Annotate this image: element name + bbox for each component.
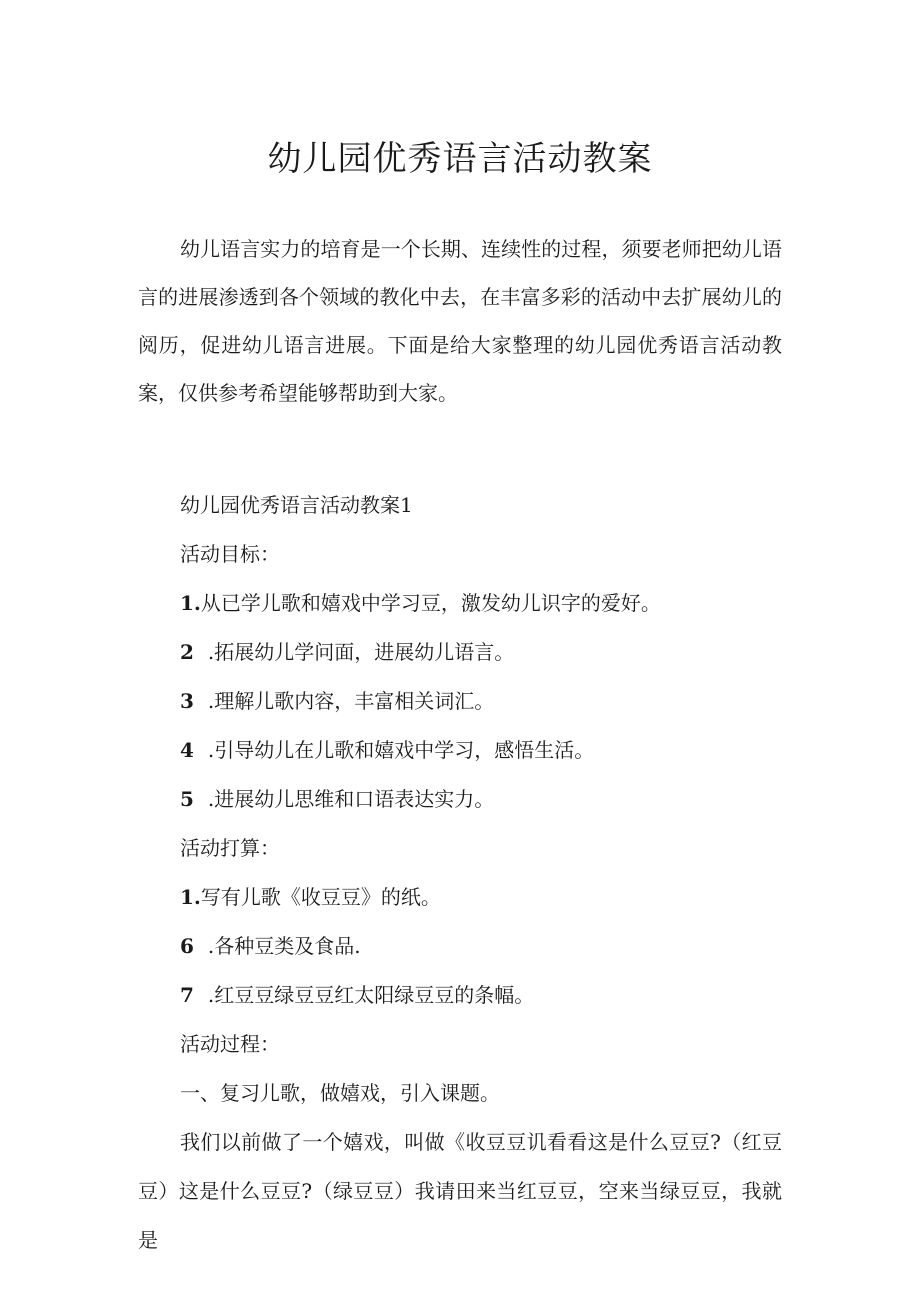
prep-text: .红豆豆绿豆豆红太阳绿豆豆的条幅。 — [207, 983, 535, 1007]
goal-number: 3 — [180, 689, 194, 713]
section-heading-text: 幼儿园优秀语言活动教案1 — [180, 493, 413, 517]
goal-item — [138, 775, 782, 824]
prep-text: .各种豆类及食品. — [207, 934, 361, 958]
goal-number: 2 — [180, 640, 194, 664]
goal-text: .引导幼儿在儿歌和嬉戏中学习，感悟生活。 — [207, 738, 595, 762]
prep-item — [138, 971, 782, 1020]
lesson-plan-section — [138, 481, 782, 1265]
prep-number: 6 — [180, 934, 194, 958]
goal-text: .进展幼儿思维和口语表达实力。 — [207, 787, 495, 811]
goal-item — [138, 628, 782, 677]
goal-item — [138, 579, 782, 628]
goal-number: 5 — [180, 787, 194, 811]
goal-text: .拓展幼儿学问面，进展幼儿语言。 — [207, 640, 515, 664]
prep-number: 1. — [180, 885, 201, 909]
prep-text: 写有儿歌《收豆豆》的纸。 — [200, 885, 441, 909]
process-step: 一、复习儿歌，做嬉戏，引入课题。 — [180, 1081, 500, 1105]
section-heading — [138, 481, 782, 530]
prep-number: 7 — [180, 983, 194, 1007]
goal-text: .理解儿歌内容，丰富相关词汇。 — [207, 689, 495, 713]
document-title: 幼儿园优秀语言活动教案 — [267, 139, 653, 179]
goal-text: 从已学儿歌和嬉戏中学习豆，激发幼儿识字的爱好。 — [200, 591, 661, 615]
intro-paragraph: 幼儿语言实力的培育是一个长期、连续性的过程，须要老师把幼儿语言的进展渗透到各个领域的教化中去，在丰富多彩的活动中去扩展幼儿的阅历，促进幼儿语言进展。下面是给大家整理的幼儿园优秀语言活动教案，仅供参考希望能够帮助到大家。 — [138, 237, 782, 405]
prep-item — [138, 922, 782, 971]
goal-number: 1. — [180, 591, 201, 615]
goals-label: 活动目标： — [180, 542, 280, 566]
process-label: 活动过程： — [180, 1032, 280, 1056]
goal-item — [138, 677, 782, 726]
prep-label: 活动打算： — [180, 836, 280, 860]
goal-item — [138, 726, 782, 775]
goal-number: 4 — [180, 738, 194, 762]
prep-item — [138, 873, 782, 922]
process-paragraph: 我们以前做了一个嬉戏，叫做《收豆豆讥看看这是什么豆豆?（红豆豆）这是什么豆豆?（绿豆豆）我请田来当红豆豆，空来当绿豆豆，我就是 — [138, 1130, 782, 1252]
